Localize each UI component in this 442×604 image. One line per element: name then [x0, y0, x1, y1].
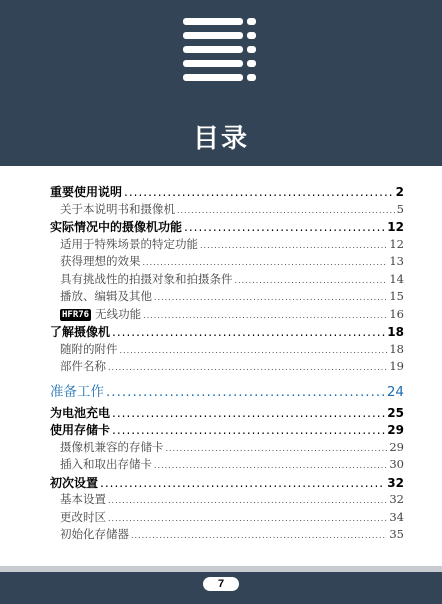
dot-leader	[108, 492, 387, 506]
dot-leader	[177, 202, 395, 216]
toc-page-number: 18	[387, 325, 404, 339]
dot-leader	[112, 406, 385, 420]
toc-label-text: 准备工作	[50, 383, 104, 400]
toc-subentry[interactable]	[60, 253, 404, 271]
toc-label	[60, 236, 198, 252]
toc-subentry[interactable]	[60, 288, 404, 306]
dot-leader	[124, 185, 394, 199]
toc-label-text: 更改时区	[60, 509, 106, 524]
toc-label-text: 具有挑战性的拍摄对象和拍摄条件	[60, 271, 233, 286]
toc-label-text: 实际情况中的摄像机功能	[50, 220, 183, 234]
toc-subentry[interactable]	[60, 306, 404, 324]
toc-label-text: 关于本说明书和摄像机	[60, 201, 175, 216]
dot-leader	[100, 476, 385, 490]
toc-page-number: 12	[387, 220, 404, 234]
toc-page-number: 34	[389, 509, 404, 524]
toc-subentry[interactable]	[60, 491, 404, 509]
toc-label	[60, 271, 233, 287]
toc-label	[50, 474, 98, 491]
toc-page-number: 25	[387, 405, 404, 420]
toc-label-text: 基本设置	[60, 492, 106, 506]
toc-page-number: 29	[389, 439, 404, 454]
toc-page-number: 12	[389, 236, 404, 251]
toc-page-number: 14	[389, 271, 404, 286]
toc-label-text: 随附的附件	[60, 341, 118, 356]
page-number: 7	[203, 577, 239, 591]
toc-page-number: 32	[387, 475, 404, 490]
toc-page-number: 32	[389, 492, 404, 506]
toc-page-number: 24	[386, 383, 404, 400]
toc-label-text: 适用于特殊场景的特定功能	[60, 236, 198, 251]
toc-heading[interactable]	[50, 218, 404, 236]
toc-page-number: 19	[389, 359, 404, 373]
dot-leader	[235, 272, 388, 286]
toc-page-number: 18	[389, 341, 404, 356]
page-title: 目录	[192, 124, 249, 154]
toc-label-text: 插入和取出存储卡	[60, 457, 152, 471]
toc-page-number: 2	[395, 185, 404, 199]
dot-leader	[112, 325, 385, 339]
toc-label	[60, 201, 175, 217]
toc-heading[interactable]	[50, 421, 404, 439]
toc-section-heading[interactable]	[50, 380, 404, 402]
toc-label	[50, 421, 110, 438]
toc-label-text: 初始化存储器	[60, 527, 129, 541]
toc-page-number: 15	[389, 289, 404, 303]
toc-label-text: 了解摄像机	[50, 325, 111, 339]
toc-label	[60, 491, 106, 507]
dot-leader	[108, 510, 387, 524]
dot-leader	[184, 220, 385, 234]
toc-page-number: 5	[396, 201, 404, 216]
toc-label-text: 摄像机兼容的存储卡	[60, 439, 164, 454]
toc-subentry[interactable]	[60, 201, 404, 219]
toc-label	[60, 306, 141, 322]
dot-leader	[200, 237, 387, 251]
toc-page-number: 29	[387, 423, 404, 437]
toc-heading[interactable]	[50, 474, 404, 492]
dot-leader	[143, 254, 388, 268]
toc-label	[60, 358, 106, 374]
toc-subentry[interactable]	[60, 236, 404, 254]
toc-subentry[interactable]	[60, 271, 404, 289]
toc-label	[50, 218, 182, 235]
model-badge: HFR76	[62, 309, 90, 320]
list-icon	[183, 18, 261, 84]
page-header	[0, 0, 442, 166]
toc-label	[60, 341, 118, 357]
dot-leader	[154, 289, 387, 303]
toc-label-text: 重要使用说明	[50, 185, 123, 199]
toc-label-text: 使用存储卡	[50, 423, 111, 437]
toc-page-number: 16	[389, 306, 404, 321]
toc-label-text: 播放、编辑及其他	[60, 289, 152, 303]
dot-leader	[120, 342, 388, 356]
toc-page-number: 35	[389, 527, 404, 541]
dot-leader	[143, 307, 387, 321]
toc-label	[50, 323, 110, 340]
toc-label-text: 为电池充电	[50, 405, 111, 420]
dot-leader	[112, 423, 385, 437]
toc-label	[60, 526, 129, 542]
dot-leader	[106, 384, 385, 400]
toc-label-text: 部件名称	[60, 359, 106, 373]
toc-subentry[interactable]	[60, 358, 404, 376]
dot-leader	[108, 359, 387, 373]
toc-page-number: 13	[389, 254, 404, 268]
toc-label	[50, 380, 104, 400]
toc-subentry[interactable]	[60, 341, 404, 359]
toc-subentry[interactable]	[60, 509, 404, 527]
toc-label-text: 获得理想的效果	[60, 254, 141, 268]
dot-leader	[131, 527, 387, 541]
toc-label-text: 初次设置	[50, 475, 99, 490]
toc-page-number: 30	[389, 457, 404, 471]
toc-label	[60, 253, 141, 269]
table-of-contents	[50, 183, 404, 544]
toc-label	[60, 456, 152, 472]
toc-label	[50, 404, 110, 421]
toc-label	[50, 183, 122, 200]
toc-label	[60, 439, 164, 455]
toc-label-text: 无线功能	[95, 306, 142, 321]
toc-heading[interactable]	[50, 183, 404, 201]
toc-subentry[interactable]	[60, 526, 404, 544]
toc-heading[interactable]	[50, 404, 404, 422]
toc-heading[interactable]	[50, 323, 404, 341]
dot-leader	[166, 440, 388, 454]
dot-leader	[154, 457, 387, 471]
toc-label	[60, 288, 152, 304]
toc-subentry[interactable]	[60, 456, 404, 474]
toc-label	[60, 509, 106, 525]
toc-subentry[interactable]	[60, 439, 404, 457]
